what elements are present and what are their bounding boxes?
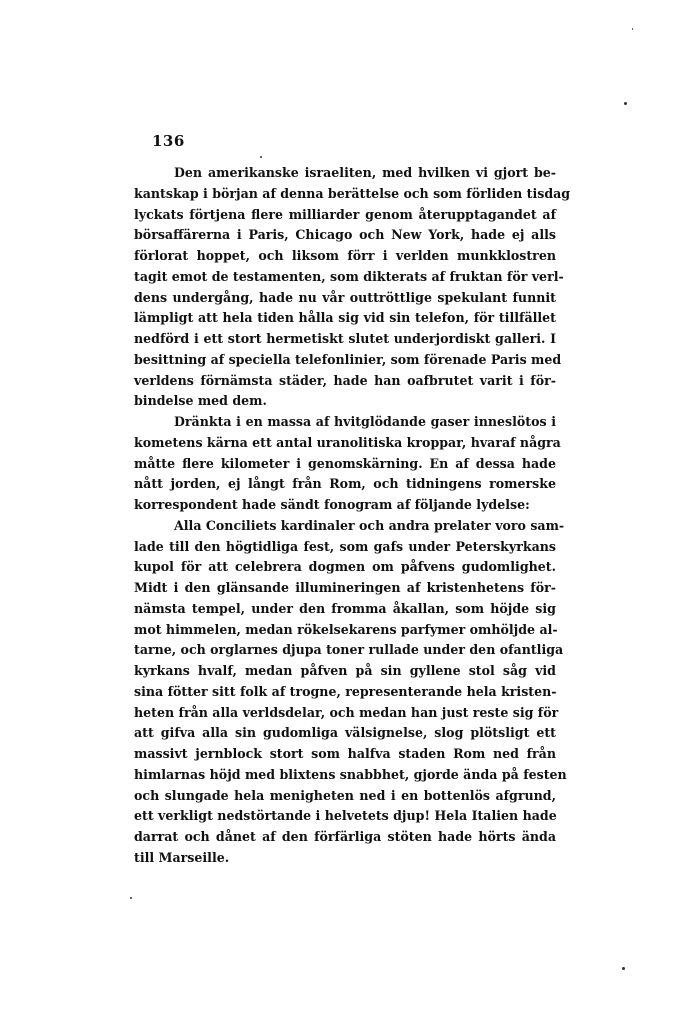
text-line: verldens förnämsta städer, hade han oafbrutet varit i för- [134,372,556,388]
text-line: ett verkligt nedstörtande i helvetets djup! Hela Italien hade [134,808,557,824]
text-line: massivt jernblock stort som halfva staden Rom ned från [134,746,556,761]
text-line: lyckats förtjena flere milliarder genom återupptagandet af [134,206,556,222]
text-line: darrat och dånet af den förfärliga stöten hade hörts ända [134,829,556,844]
scan-speck [622,967,625,970]
text-line: korrespondent hade sändt fonogram af följande lydelse: [134,497,530,512]
page-number: 136 [152,132,185,150]
text-line: Alla Conciliets kardinaler och andra prelater voro sam- [174,517,565,533]
text-line: mot himmelen, medan rökelsekarens parfymer omhöljde al- [134,621,558,637]
text-line: sina fötter sitt folk af trogne, representerande hela kristen- [134,683,557,699]
text-line: dens undergång, hade nu vår outtröttlige spekulant funnit [134,289,556,305]
scan-speck [632,28,633,30]
text-line: Den amerikanske israeliten, med hvilken vi gjort be- [174,165,556,180]
text-line: måtte flere kilometer i genomskärning. En af dessa hade [134,455,556,471]
text-line: kantskap i början af denna berättelse och som förliden tisdag [134,185,571,201]
text-line: Dränkta i en massa af hvitglödande gaser inneslötos i [174,414,556,429]
scan-speck [260,156,262,158]
text-line: lämpligt att hela tiden hålla sig vid sin telefon, för tillfället [134,310,556,326]
text-line: till Marseille. [134,849,230,865]
text-line: förlorat hoppet, och liksom förr i verlden munkklostren [134,248,556,263]
text-line: bindelse med dem. [134,393,267,409]
text-line: kyrkans hvalf, medan påfven på sin gyllene stol såg vid [134,663,556,678]
text-line: kupol för att celebrera dogmen om påfvens gudomlighet. [134,559,556,575]
text-line: kometens kärna ett antal uranolitiska kroppar, hvaraf några [134,434,561,450]
text-line: nått jorden, ej långt från Rom, och tidningens romerske [134,476,556,492]
text-line: nedförd i ett stort hermetiskt slutet underjordiskt galleri. I [134,331,556,346]
text-line: Midt i den glänsande illumineringen af kristenhetens för- [134,580,556,595]
text-line: att gifva alla sin gudomliga välsignelse, slog plötsligt ett [134,725,556,741]
text-line: nämsta tempel, under den fromma åkallan, som höjde sig [134,600,556,616]
body-text [134,163,571,869]
text-line: och slungade hela menigheten ned i en bottenlös afgrund, [134,787,556,803]
text-line: tarne, och orglarnes djupa toner rullade under den ofantliga [134,642,564,658]
text-line: himlarnas höjd med blixtens snabbhet, gjorde ända på festen [134,766,567,782]
scan-speck [130,897,132,899]
text-line: heten från alla verldsdelar, och medan han just reste sig för [134,704,559,720]
text-line: tagit emot de testamenten, som dikterats af fruktan för verl- [134,268,564,284]
text-line: besittning af speciella telefonlinier, som förenade Paris med [134,351,562,367]
scan-speck [624,102,627,105]
text-line: börsaffärerna i Paris, Chicago och New York, hade ej alls [134,227,556,243]
text-line: lade till den högtidliga fest, som gafs under Peterskyrkans [134,538,556,554]
